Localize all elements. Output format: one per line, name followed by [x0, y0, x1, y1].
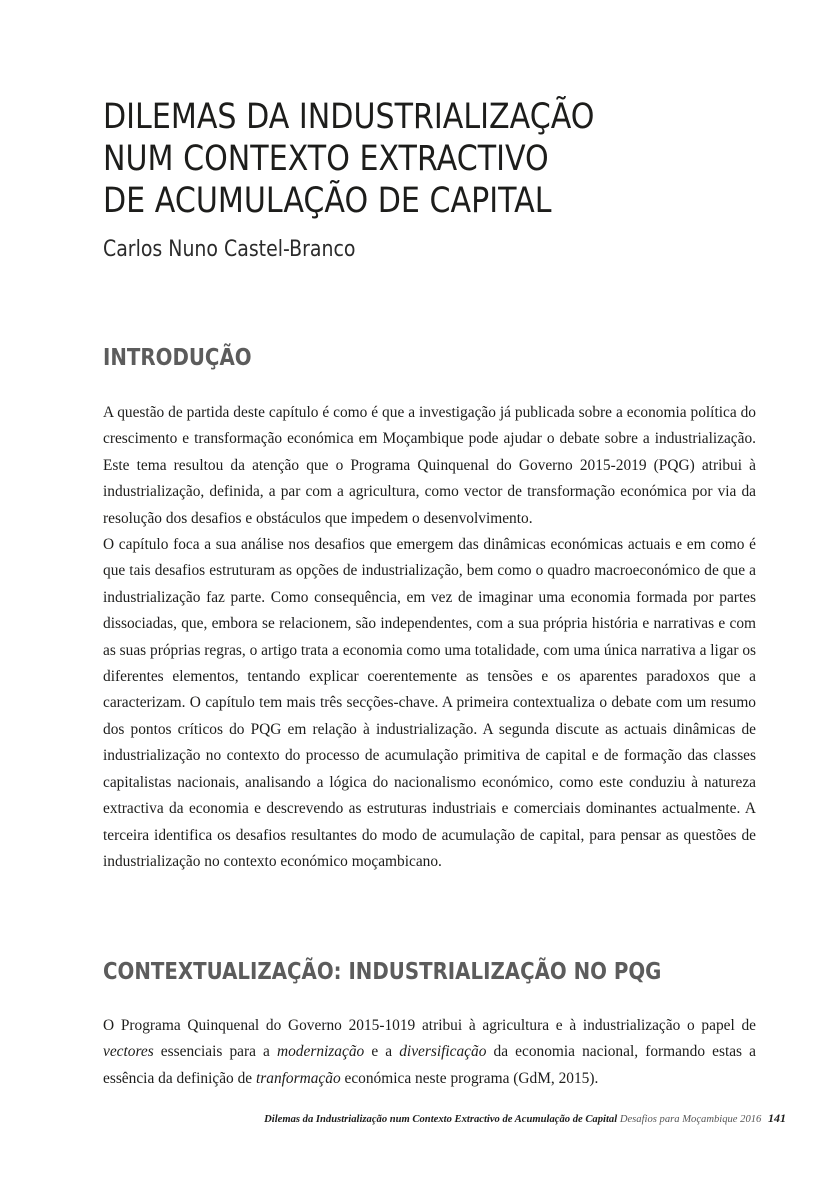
section-heading-contextualization: CONTEXTUALIZAÇÃO: INDUSTRIALIZAÇÃO NO PQG	[103, 959, 662, 985]
text-run: da economia nacional, formando estas a essência da definição de	[103, 1043, 756, 1087]
section-heading-introduction: INTRODUÇÃO	[103, 345, 252, 371]
footer-series-title: Desafios para Moçambique 2016	[619, 1114, 762, 1125]
emphasis-term: tranformação	[255, 1069, 341, 1087]
text-run: económica neste programa (GdM, 2015).	[340, 1069, 599, 1087]
text-run: e a	[364, 1043, 400, 1061]
page-number: 141	[768, 1111, 786, 1125]
chapter-title-line-1: DILEMAS DA INDUSTRIALIZAÇÃO	[103, 97, 595, 137]
page-footer	[103, 1110, 786, 1128]
paragraph: O capítulo foca a sua análise nos desafios que emergem das dinâmicas económicas actuais e em como é que tais desafios estruturam as opções de industrialização, bem como o quadro macroeconómico de que a industrialização faz parte. Como consequência, em vez de imaginar uma economia formada por partes dissociadas, que, embora se relacionem, são independentes, com a sua própria história e narrativas e com as suas próprias regras, o artigo trata a economia como uma totalidade, com uma única narrativa a ligar os diferentes elementos, tentando explicar coerentemente as tensões e os aparentes paradoxos que a caracterizam. O capítulo tem mais três secções-chave. A primeira contextualiza o debate com um resumo dos pontos críticos do PQG em relação à industrialização. A segunda discute as actuais dinâmicas de industrialização no contexto do processo de acumulação primitiva de capital e de formação das classes capitalistas nacionais, analisando a lógica do nacionalismo económico, como este conduziu à natureza extractiva da economia e descrevendo as estruturas industriais e comerciais dominantes actualmente. A terceira identifica os desafios resultantes do modo de acumulação de capital, para pensar as questões de industrialização no contexto económico moçambicano.	[103, 536, 757, 870]
author-name: Carlos Nuno Castel-Branco	[103, 237, 356, 262]
text-run: O Programa Quinquenal do Governo 2015-1019 atribui à agricultura e à industrialização o papel de	[103, 1017, 756, 1034]
footer-chapter-title: Dilemas da Industrialização num Contexto Extractivo de Acumulação de Capital	[264, 1114, 618, 1125]
emphasis-term: diversificação	[399, 1043, 487, 1061]
text-run: essenciais para a	[153, 1043, 277, 1061]
chapter-title-line-2: NUM CONTEXTO EXTRACTIVO	[103, 139, 549, 179]
paragraph	[103, 1013, 756, 1092]
emphasis-term: vectores	[103, 1043, 154, 1061]
chapter-title-line-3: DE ACUMULAÇÃO DE CAPITAL	[103, 181, 552, 221]
introduction-text	[103, 400, 756, 875]
emphasis-term: modernização	[277, 1043, 365, 1061]
paragraph: A questão de partida deste capítulo é como é que a investigação já publicada sobre a economia política do crescimento e transformação económica em Moçambique pode ajudar o debate sobre a industrialização. Este tema resultou da atenção que o Programa Quinquenal do Governo 2015-2019 (PQG) atribui à industrialização, definida, a par com a agricultura, como vector de transformação económica por via da resolução dos desafios e obstáculos que impedem o desenvolvimento.	[103, 404, 756, 527]
contextualization-text	[103, 1013, 756, 1092]
chapter-title	[103, 96, 653, 222]
